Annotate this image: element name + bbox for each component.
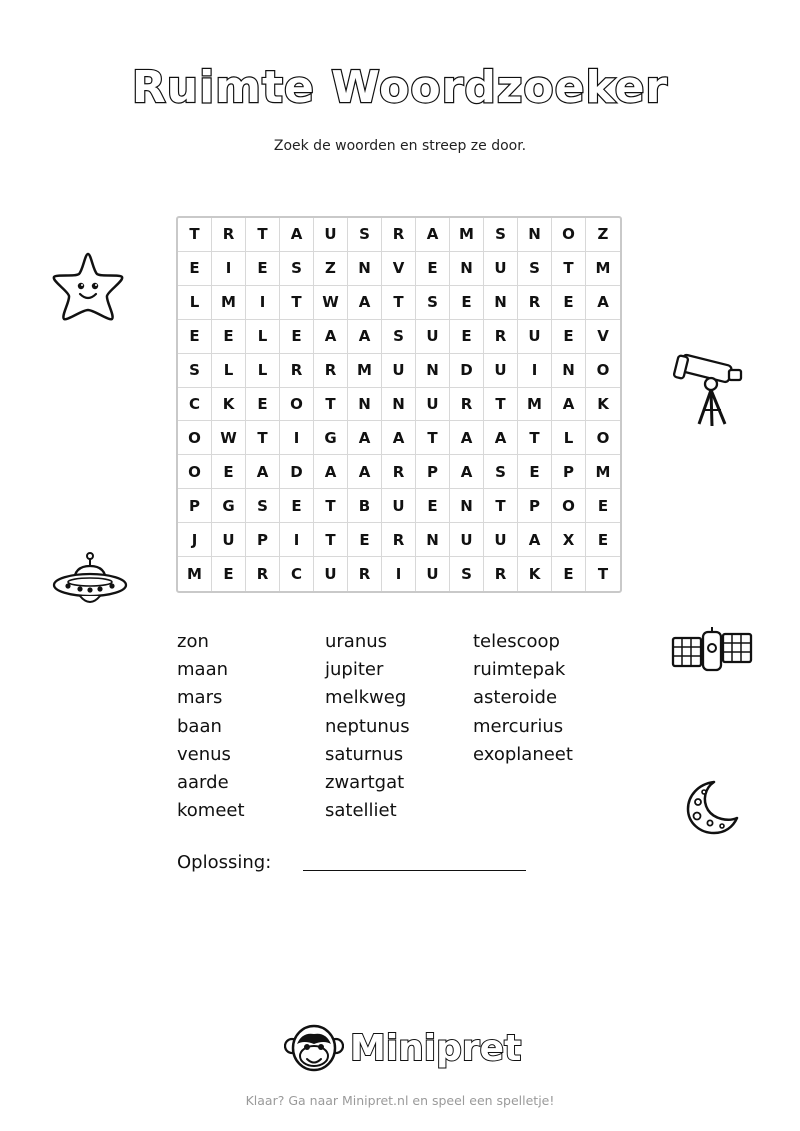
word-list-item: zon: [177, 631, 209, 652]
grid-cell[interactable]: R: [382, 523, 416, 557]
grid-cell[interactable]: A: [348, 421, 382, 455]
minipret-logo: [284, 1020, 524, 1076]
grid-cell[interactable]: P: [518, 489, 552, 523]
grid-cell[interactable]: A: [314, 320, 348, 354]
grid-cell[interactable]: A: [246, 455, 280, 489]
grid-cell[interactable]: L: [246, 354, 280, 388]
grid-cell[interactable]: T: [246, 218, 280, 252]
grid-cell[interactable]: Z: [314, 252, 348, 286]
grid-cell[interactable]: A: [586, 286, 620, 320]
grid-cell[interactable]: R: [280, 354, 314, 388]
grid-cell[interactable]: U: [484, 252, 518, 286]
satellite-icon: [671, 626, 753, 676]
grid-cell[interactable]: E: [586, 489, 620, 523]
word-list-item: telescoop: [473, 631, 560, 652]
grid-cell[interactable]: E: [416, 252, 450, 286]
grid-cell[interactable]: L: [212, 354, 246, 388]
grid-cell[interactable]: T: [518, 421, 552, 455]
word-list-item: zwartgat: [325, 772, 405, 794]
grid-cell[interactable]: E: [552, 320, 586, 354]
grid-cell[interactable]: M: [518, 388, 552, 422]
grid-cell[interactable]: U: [416, 320, 450, 354]
grid-cell[interactable]: G: [314, 421, 348, 455]
grid-cell[interactable]: D: [280, 455, 314, 489]
word-list-item: mars: [177, 687, 223, 709]
grid-cell[interactable]: O: [552, 218, 586, 252]
grid-cell[interactable]: W: [314, 286, 348, 320]
word-list-item: asteroide: [473, 687, 558, 709]
grid-cell[interactable]: S: [484, 218, 518, 252]
grid-cell[interactable]: T: [416, 421, 450, 455]
grid-cell[interactable]: Z: [586, 218, 620, 252]
grid-cell[interactable]: L: [246, 320, 280, 354]
word-list-item: melkweg: [325, 687, 407, 709]
grid-cell[interactable]: P: [552, 455, 586, 489]
grid-cell[interactable]: A: [382, 421, 416, 455]
grid-cell[interactable]: I: [212, 252, 246, 286]
grid-cell[interactable]: T: [314, 388, 348, 422]
grid-cell[interactable]: C: [178, 388, 212, 422]
grid-cell[interactable]: S: [450, 557, 484, 591]
grid-cell[interactable]: L: [178, 286, 212, 320]
grid-cell[interactable]: I: [280, 421, 314, 455]
grid-cell[interactable]: L: [552, 421, 586, 455]
grid-cell[interactable]: J: [178, 523, 212, 557]
grid-cell[interactable]: O: [280, 388, 314, 422]
grid-cell[interactable]: N: [518, 218, 552, 252]
word-list: [177, 628, 627, 825]
grid-cell[interactable]: U: [416, 388, 450, 422]
grid-cell[interactable]: V: [586, 320, 620, 354]
grid-cell[interactable]: P: [416, 455, 450, 489]
grid-cell[interactable]: N: [450, 489, 484, 523]
word-list-item: baan: [177, 715, 222, 737]
grid-cell[interactable]: R: [484, 320, 518, 354]
grid-cell[interactable]: N: [382, 388, 416, 422]
word-list-item: exoplaneet: [473, 743, 573, 765]
grid-cell[interactable]: U: [450, 523, 484, 557]
grid-cell[interactable]: M: [178, 557, 212, 591]
grid-cell[interactable]: N: [348, 388, 382, 422]
page-subtitle: Zoek de woorden en streep ze door.: [273, 138, 527, 154]
grid-cell[interactable]: R: [450, 388, 484, 422]
grid-cell[interactable]: U: [382, 489, 416, 523]
word-list-item: satelliet: [325, 800, 397, 822]
grid-cell[interactable]: O: [586, 354, 620, 388]
word-list-item: maan: [177, 659, 229, 681]
grid-cell[interactable]: X: [552, 523, 586, 557]
grid-cell[interactable]: E: [586, 523, 620, 557]
grid-cell[interactable]: E: [280, 489, 314, 523]
page-title: Ruimte Woordzoeker: [131, 62, 669, 113]
grid-cell[interactable]: E: [552, 557, 586, 591]
star-icon: [50, 250, 126, 322]
word-list-item: neptunus: [325, 715, 410, 737]
grid-cell[interactable]: M: [586, 455, 620, 489]
grid-cell[interactable]: S: [246, 489, 280, 523]
word-column-1: [177, 628, 325, 825]
grid-cell[interactable]: A: [450, 421, 484, 455]
footer-text: Klaar? Ga naar Minipret.nl en speel een spelletje!: [245, 1093, 555, 1108]
grid-cell[interactable]: U: [382, 354, 416, 388]
grid-cell[interactable]: B: [348, 489, 382, 523]
grid-cell[interactable]: R: [314, 354, 348, 388]
grid-cell[interactable]: V: [382, 252, 416, 286]
grid-cell[interactable]: N: [450, 252, 484, 286]
grid-cell[interactable]: S: [416, 286, 450, 320]
grid-cell[interactable]: A: [348, 320, 382, 354]
grid-cell[interactable]: S: [178, 354, 212, 388]
grid-cell[interactable]: T: [484, 489, 518, 523]
grid-cell[interactable]: W: [212, 421, 246, 455]
grid-cell[interactable]: P: [246, 523, 280, 557]
grid-cell[interactable]: R: [246, 557, 280, 591]
monkey-logo-icon: [284, 1022, 344, 1074]
grid-cell[interactable]: E: [178, 252, 212, 286]
grid-cell[interactable]: R: [484, 557, 518, 591]
grid-cell[interactable]: T: [280, 286, 314, 320]
grid-cell[interactable]: T: [552, 252, 586, 286]
word-list-item: venus: [177, 743, 231, 765]
grid-cell[interactable]: E: [450, 286, 484, 320]
word-list-item: aarde: [177, 772, 229, 794]
grid-cell[interactable]: U: [484, 523, 518, 557]
grid-cell[interactable]: A: [450, 455, 484, 489]
grid-cell[interactable]: O: [586, 421, 620, 455]
grid-cell[interactable]: N: [416, 523, 450, 557]
moon-icon: [684, 778, 740, 836]
grid-cell[interactable]: R: [382, 455, 416, 489]
grid-cell[interactable]: T: [246, 421, 280, 455]
grid-cell[interactable]: R: [212, 218, 246, 252]
grid-cell[interactable]: I: [246, 286, 280, 320]
grid-cell[interactable]: E: [348, 523, 382, 557]
grid-cell[interactable]: N: [348, 252, 382, 286]
grid-cell[interactable]: P: [178, 489, 212, 523]
grid-cell[interactable]: N: [552, 354, 586, 388]
letter-grid: [176, 216, 622, 593]
word-list-item: ruimtepak: [473, 659, 566, 681]
grid-cell[interactable]: S: [518, 252, 552, 286]
grid-cell[interactable]: R: [348, 557, 382, 591]
grid-cell[interactable]: M: [586, 252, 620, 286]
grid-cell[interactable]: S: [348, 218, 382, 252]
grid-cell[interactable]: D: [450, 354, 484, 388]
grid-cell[interactable]: E: [280, 320, 314, 354]
grid-cell[interactable]: R: [518, 286, 552, 320]
grid-cell[interactable]: A: [416, 218, 450, 252]
grid-cell[interactable]: K: [212, 388, 246, 422]
grid-cell[interactable]: E: [552, 286, 586, 320]
grid-cell[interactable]: I: [382, 557, 416, 591]
word-list-item: uranus: [325, 631, 388, 652]
grid-cell[interactable]: A: [280, 218, 314, 252]
word-list-item: komeet: [177, 800, 245, 822]
grid-cell[interactable]: K: [586, 388, 620, 422]
grid-cell[interactable]: A: [518, 523, 552, 557]
grid-cell[interactable]: T: [314, 489, 348, 523]
grid-cell[interactable]: A: [348, 455, 382, 489]
grid-cell[interactable]: A: [348, 286, 382, 320]
grid-cell[interactable]: N: [484, 286, 518, 320]
word-column-3: [473, 628, 621, 825]
grid-cell[interactable]: T: [597, 565, 609, 584]
grid-cell[interactable]: U: [314, 218, 348, 252]
grid-cell[interactable]: A: [552, 388, 586, 422]
grid-cell[interactable]: O: [178, 421, 212, 455]
ufo-icon: [50, 552, 130, 612]
grid-cell[interactable]: O: [552, 489, 586, 523]
grid-cell[interactable]: U: [518, 320, 552, 354]
grid-cell[interactable]: O: [178, 455, 212, 489]
solution-label: Oplossing:: [177, 852, 272, 873]
grid-cell[interactable]: C: [280, 557, 314, 591]
brand-name: Minipret: [350, 1027, 522, 1069]
word-list-item: jupiter: [325, 659, 384, 681]
word-list-item: saturnus: [325, 743, 404, 765]
grid-cell[interactable]: U: [212, 523, 246, 557]
grid-cell[interactable]: M: [348, 354, 382, 388]
grid-cell[interactable]: G: [212, 489, 246, 523]
grid-cell[interactable]: E: [212, 557, 246, 591]
grid-cell[interactable]: U: [314, 557, 348, 591]
grid-cell[interactable]: I: [280, 523, 314, 557]
grid-cell[interactable]: A: [484, 421, 518, 455]
grid-cell[interactable]: I: [518, 354, 552, 388]
grid-cell[interactable]: E: [212, 455, 246, 489]
grid-cell[interactable]: S: [382, 320, 416, 354]
telescope-icon: [673, 352, 751, 430]
grid-cell[interactable]: N: [416, 354, 450, 388]
grid-cell[interactable]: K: [518, 557, 552, 591]
word-list-item: mercurius: [473, 715, 564, 737]
grid-cell[interactable]: T: [178, 218, 212, 252]
grid-cell[interactable]: E: [416, 489, 450, 523]
grid-cell[interactable]: R: [382, 218, 416, 252]
solution-answer-line[interactable]: [303, 870, 526, 871]
grid-cell[interactable]: U: [416, 557, 450, 591]
word-column-2: [325, 628, 473, 825]
grid-cell[interactable]: T: [484, 388, 518, 422]
grid-cell[interactable]: E: [246, 388, 280, 422]
grid-cell[interactable]: T: [314, 523, 348, 557]
grid-cell[interactable]: S: [280, 252, 314, 286]
grid-cell[interactable]: S: [484, 455, 518, 489]
grid-cell[interactable]: A: [314, 455, 348, 489]
grid-cell[interactable]: E: [450, 320, 484, 354]
grid-cell[interactable]: E: [212, 320, 246, 354]
grid-cell[interactable]: U: [484, 354, 518, 388]
grid-cell[interactable]: T: [382, 286, 416, 320]
grid-cell[interactable]: E: [246, 252, 280, 286]
grid-cell[interactable]: M: [450, 218, 484, 252]
grid-cell[interactable]: E: [518, 455, 552, 489]
grid-cell[interactable]: E: [178, 320, 212, 354]
grid-cell[interactable]: M: [212, 286, 246, 320]
